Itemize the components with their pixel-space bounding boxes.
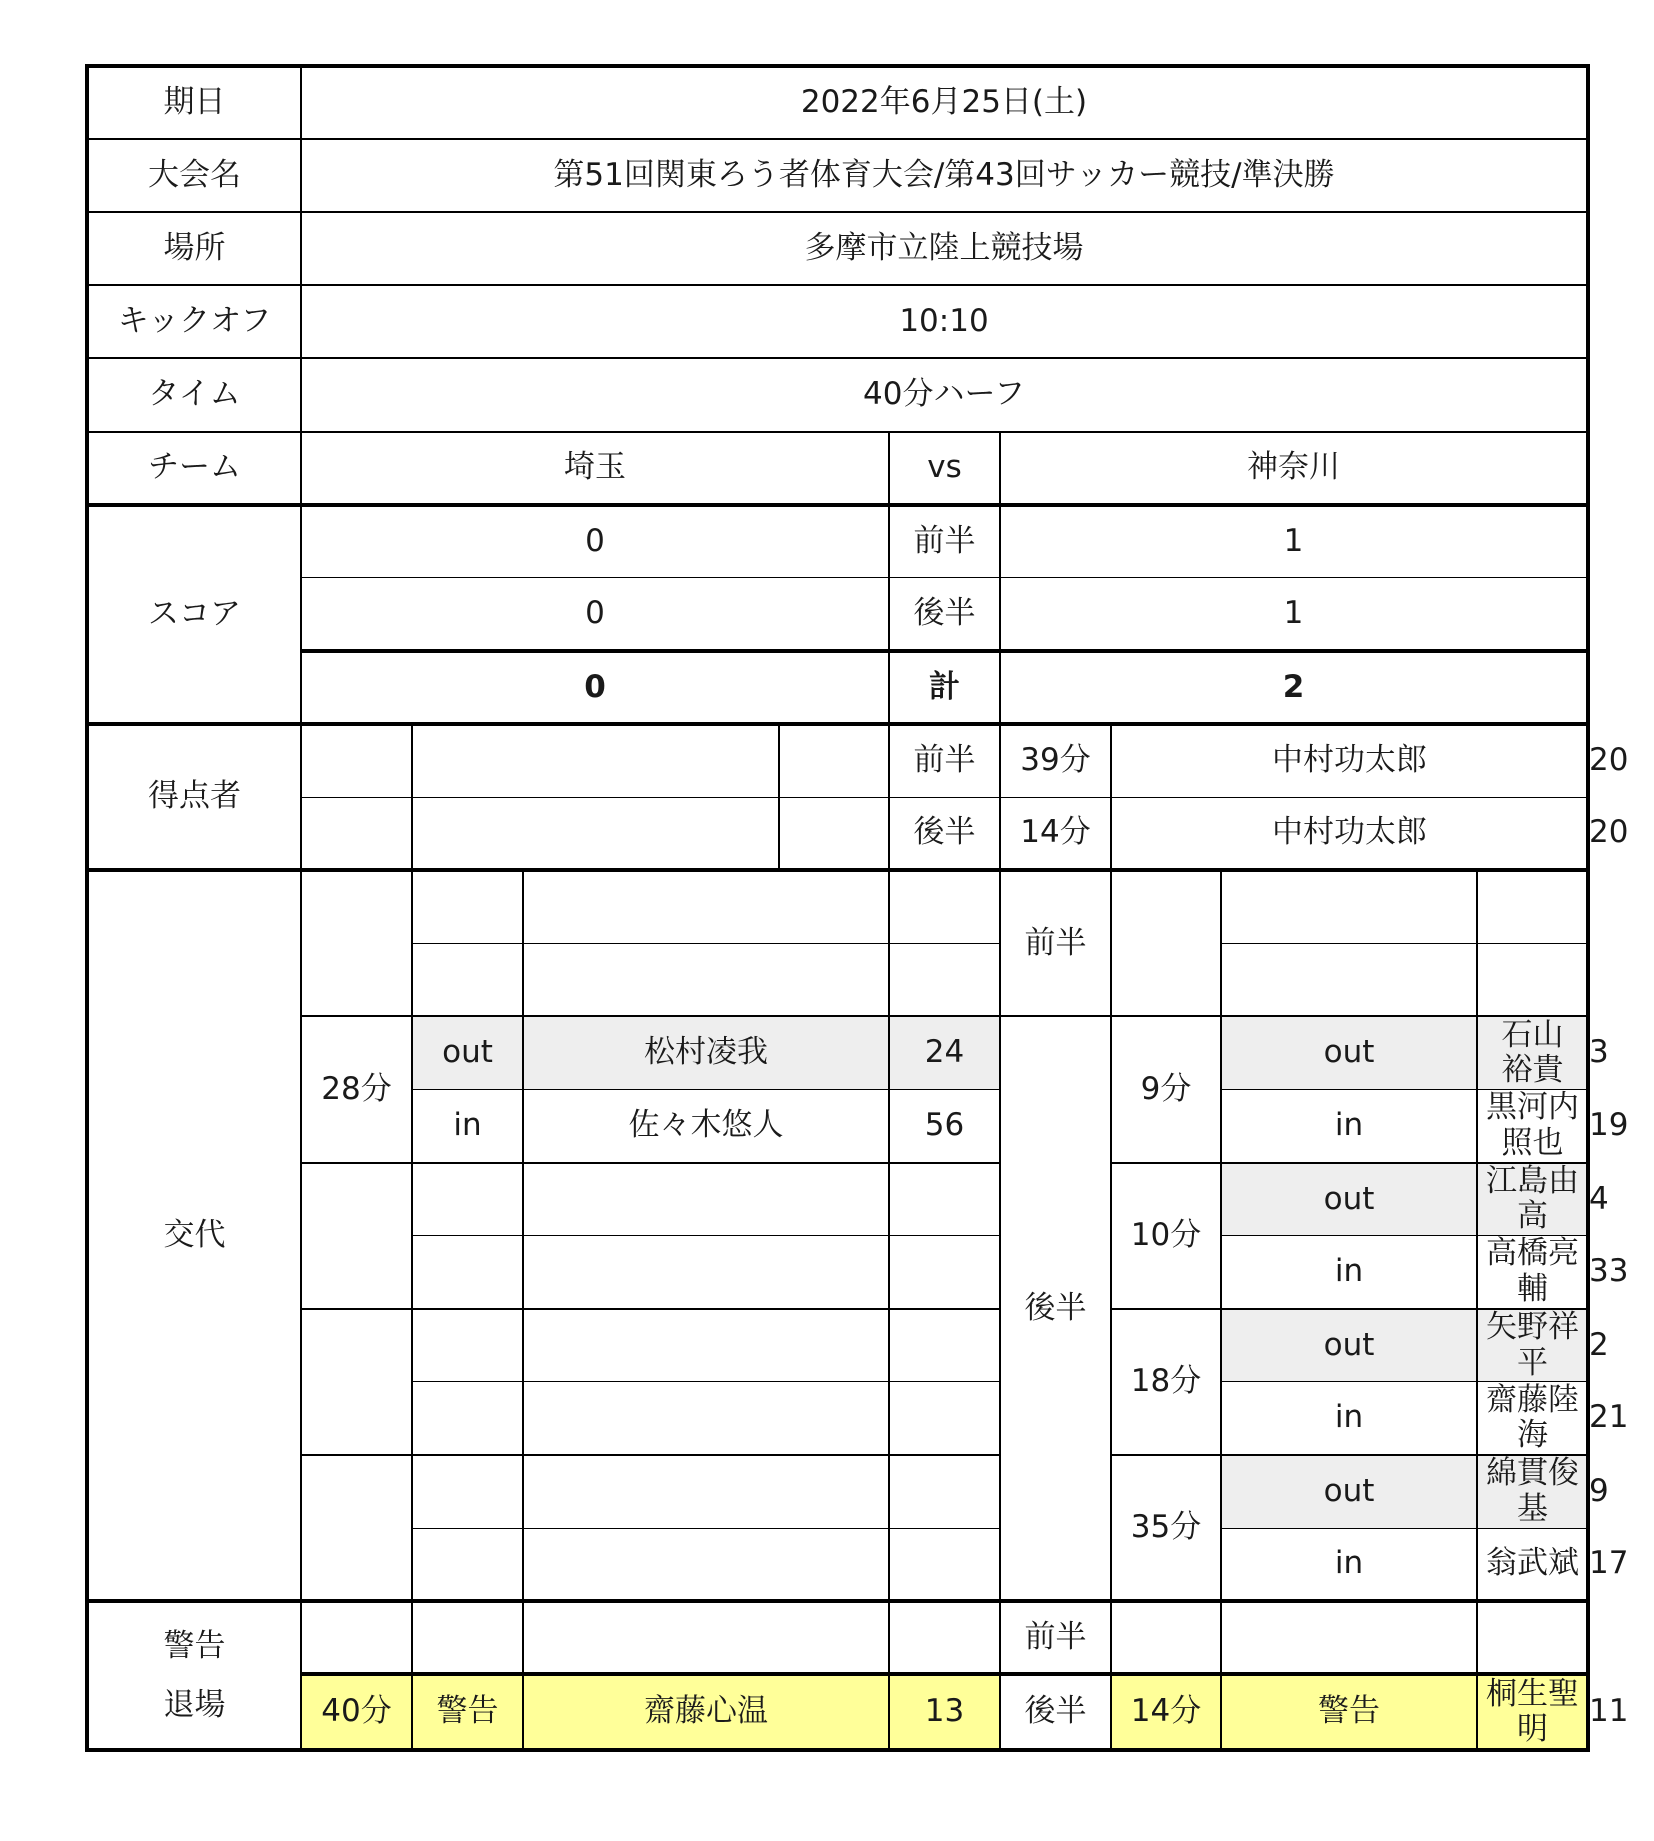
home-sub-name bbox=[523, 1528, 889, 1601]
home-sub-name bbox=[523, 1236, 889, 1309]
away-score-first: 1 bbox=[1000, 505, 1588, 578]
score-first-half-label: 前半 bbox=[889, 505, 1000, 578]
away-team: 神奈川 bbox=[1000, 432, 1588, 505]
card-second-half-label: 後半 bbox=[1000, 1674, 1111, 1750]
row-venue bbox=[87, 212, 1588, 285]
home-sub-number bbox=[889, 870, 1000, 943]
away-sub-inout bbox=[1221, 943, 1477, 1016]
row-sub-second-2-in: in 高橋亮輔 33 bbox=[87, 1236, 1588, 1309]
label-date: 期日 bbox=[87, 66, 301, 139]
home-sub-inout bbox=[412, 1455, 523, 1528]
home-sub-name bbox=[523, 870, 889, 943]
home-card-name: 齋藤心温 bbox=[523, 1674, 889, 1750]
venue-name: 多摩市立陸上競技場 bbox=[301, 212, 1588, 285]
row-score-second bbox=[87, 578, 1588, 651]
row-sub-second-2-out: 10分 out 江島由高 4 bbox=[87, 1163, 1588, 1236]
home-card-type bbox=[412, 1601, 523, 1674]
home-sub-inout bbox=[412, 1382, 523, 1455]
away-sub-in-label: in bbox=[1221, 1090, 1477, 1163]
vs-label: vs bbox=[889, 432, 1000, 505]
home-score-second: 0 bbox=[301, 578, 889, 651]
label-team: チーム bbox=[87, 432, 301, 505]
home-sub-out-number: 24 bbox=[889, 1016, 1000, 1089]
row-sub-second-3-out: 18分 out 矢野祥平 2 bbox=[87, 1309, 1588, 1382]
row-card-first bbox=[87, 1601, 1588, 1674]
row-sub-second-4-out: 35分 out 綿貫俊基 9 bbox=[87, 1455, 1588, 1528]
away-sub-minute bbox=[1111, 870, 1221, 1016]
away-card-minute bbox=[1111, 1601, 1221, 1674]
away-sub-in-label: in bbox=[1221, 1528, 1477, 1601]
away-card-type bbox=[1221, 1601, 1477, 1674]
away-sub-out-name: 綿貫俊基 bbox=[1477, 1455, 1588, 1528]
away-sub-minute: 35分 bbox=[1111, 1455, 1221, 1601]
home-sub-number bbox=[889, 1382, 1000, 1455]
away-sub-name bbox=[1477, 870, 1588, 943]
label-score: スコア bbox=[87, 505, 301, 724]
row-sub-second-3-in: in 齋藤陸海 21 bbox=[87, 1382, 1588, 1455]
match-report-table bbox=[85, 64, 1629, 1752]
away-score-second: 1 bbox=[1000, 578, 1588, 651]
home-sub-inout bbox=[412, 1163, 523, 1236]
home-sub-number bbox=[889, 1528, 1000, 1601]
home-sub-name bbox=[523, 1163, 889, 1236]
away-sub-out-label: out bbox=[1221, 1455, 1477, 1528]
sub-second-half-label: 後半 bbox=[1000, 1016, 1111, 1601]
sub-first-half-label: 前半 bbox=[1000, 870, 1111, 1016]
label-tournament: 大会名 bbox=[87, 139, 301, 212]
home-team: 埼玉 bbox=[301, 432, 889, 505]
label-scorers: 得点者 bbox=[87, 724, 301, 870]
row-time bbox=[87, 358, 1588, 431]
home-card-name bbox=[523, 1601, 889, 1674]
row-tournament bbox=[87, 139, 1588, 212]
scorer-second-half-label: 後半 bbox=[889, 797, 1000, 870]
home-sub-minute bbox=[301, 1163, 412, 1309]
home-scorer-minute bbox=[301, 797, 412, 870]
row-sub-second-4-in: in 翁武斌 17 bbox=[87, 1528, 1588, 1601]
away-sub-name bbox=[1477, 943, 1588, 1016]
home-sub-inout bbox=[412, 870, 523, 943]
home-sub-out-label: out bbox=[412, 1016, 523, 1089]
home-sub-minute bbox=[301, 1455, 412, 1601]
home-sub-name bbox=[523, 943, 889, 1016]
row-score-first bbox=[87, 505, 1588, 578]
away-sub-in-name: 黒河内照也 bbox=[1477, 1090, 1588, 1163]
home-card-number bbox=[889, 1601, 1000, 1674]
away-sub-in-name: 高橋亮輔 bbox=[1477, 1236, 1588, 1309]
home-sub-inout bbox=[412, 1309, 523, 1382]
label-caution: 警告 bbox=[163, 1627, 226, 1664]
away-score-total: 2 bbox=[1000, 651, 1588, 724]
kickoff-time: 10:10 bbox=[301, 285, 1588, 358]
row-teams bbox=[87, 432, 1588, 505]
home-sub-inout bbox=[412, 1236, 523, 1309]
away-sub-in-label: in bbox=[1221, 1236, 1477, 1309]
away-sub-inout bbox=[1221, 870, 1477, 943]
score-second-half-label: 後半 bbox=[889, 578, 1000, 651]
half-duration: 40分ハーフ bbox=[301, 358, 1588, 431]
row-sub-second-1-out: 28分 out 松村凌我 24 後半 9分 out 石山 裕貴 3 bbox=[87, 1016, 1588, 1089]
home-scorer-minute bbox=[301, 724, 412, 797]
label-substitution: 交代 bbox=[87, 870, 301, 1601]
away-sub-minute: 18分 bbox=[1111, 1309, 1221, 1455]
home-scorer-name bbox=[412, 724, 779, 797]
home-scorer-name bbox=[412, 797, 779, 870]
row-card-second: 40分 警告 齋藤心温 13 後半 14分 警告 桐生聖明 11 bbox=[87, 1674, 1588, 1750]
away-scorer-name: 中村功太郎 bbox=[1111, 724, 1588, 797]
home-sub-number bbox=[889, 1236, 1000, 1309]
away-sub-out-label: out bbox=[1221, 1016, 1477, 1089]
label-sendoff: 退場 bbox=[163, 1686, 226, 1723]
away-sub-out-label: out bbox=[1221, 1309, 1477, 1382]
label-time: タイム bbox=[87, 358, 301, 431]
away-card-name: 桐生聖明 bbox=[1477, 1674, 1588, 1750]
away-sub-in-name: 齋藤陸海 bbox=[1477, 1382, 1588, 1455]
row-score-total bbox=[87, 651, 1588, 724]
card-first-half-label: 前半 bbox=[1000, 1601, 1111, 1674]
away-sub-out-name: 石山 裕貴 bbox=[1477, 1016, 1588, 1089]
label-kickoff: キックオフ bbox=[87, 285, 301, 358]
home-scorer-number bbox=[779, 724, 889, 797]
label-venue: 場所 bbox=[87, 212, 301, 285]
home-sub-in-label: in bbox=[412, 1090, 523, 1163]
away-sub-minute: 10分 bbox=[1111, 1163, 1221, 1309]
scorer-first-half-label: 前半 bbox=[889, 724, 1000, 797]
row-sub-first-a bbox=[87, 870, 1588, 943]
row-sub-second-1-in: in 佐々木悠人 56 in 黒河内照也 19 bbox=[87, 1090, 1588, 1163]
home-sub-minute: 28分 bbox=[301, 1016, 412, 1162]
home-sub-minute bbox=[301, 870, 412, 1016]
home-sub-minute bbox=[301, 1309, 412, 1455]
match-date: 2022年6月25日(土) bbox=[301, 66, 1588, 139]
home-card-minute: 40分 bbox=[301, 1674, 412, 1750]
home-card-minute bbox=[301, 1601, 412, 1674]
home-sub-number bbox=[889, 1163, 1000, 1236]
tournament-name: 第51回関東ろう者体育大会/第43回サッカー競技/準決勝 bbox=[301, 139, 1588, 212]
home-sub-out-name: 松村凌我 bbox=[523, 1016, 889, 1089]
row-scorer-second: 後半 14分 中村功太郎 20 bbox=[87, 797, 1588, 870]
home-sub-in-number: 56 bbox=[889, 1090, 1000, 1163]
home-score-total: 0 bbox=[301, 651, 889, 724]
home-sub-inout bbox=[412, 1528, 523, 1601]
away-sub-in-name: 翁武斌 bbox=[1477, 1528, 1588, 1601]
away-sub-out-name: 矢野祥平 bbox=[1477, 1309, 1588, 1382]
score-total-label: 計 bbox=[889, 651, 1000, 724]
away-card-minute: 14分 bbox=[1111, 1674, 1221, 1750]
home-sub-number bbox=[889, 1455, 1000, 1528]
row-scorer-first: 得点者 前半 39分 中村功太郎 20 bbox=[87, 724, 1588, 797]
home-card-type: 警告 bbox=[412, 1674, 523, 1750]
home-sub-number bbox=[889, 943, 1000, 1016]
home-sub-name bbox=[523, 1309, 889, 1382]
away-sub-out-name: 江島由高 bbox=[1477, 1163, 1588, 1236]
away-sub-in-label: in bbox=[1221, 1382, 1477, 1455]
row-date bbox=[87, 66, 1588, 139]
away-scorer-minute: 14分 bbox=[1000, 797, 1111, 870]
home-sub-inout bbox=[412, 943, 523, 1016]
home-sub-name bbox=[523, 1455, 889, 1528]
away-scorer-name: 中村功太郎 bbox=[1111, 797, 1588, 870]
home-sub-name bbox=[523, 1382, 889, 1455]
away-sub-minute: 9分 bbox=[1111, 1016, 1221, 1162]
row-kickoff bbox=[87, 285, 1588, 358]
away-card-name bbox=[1477, 1601, 1588, 1674]
away-scorer-minute: 39分 bbox=[1000, 724, 1111, 797]
home-card-number: 13 bbox=[889, 1674, 1000, 1750]
home-sub-number bbox=[889, 1309, 1000, 1382]
away-card-type: 警告 bbox=[1221, 1674, 1477, 1750]
label-cards bbox=[87, 1601, 301, 1750]
home-sub-in-name: 佐々木悠人 bbox=[523, 1090, 889, 1163]
away-sub-out-label: out bbox=[1221, 1163, 1477, 1236]
home-scorer-number bbox=[779, 797, 889, 870]
home-score-first: 0 bbox=[301, 505, 889, 578]
